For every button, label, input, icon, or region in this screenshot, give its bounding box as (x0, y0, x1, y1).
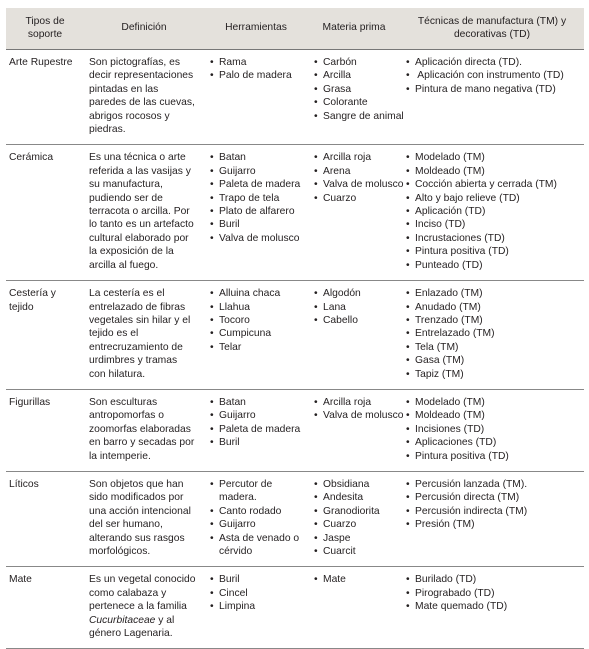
list-item: • Tapiz (TM) (405, 368, 579, 381)
list-item: • Gasa (TM) (405, 354, 579, 367)
row-materials (308, 567, 400, 649)
list-item: • Andesita (313, 491, 395, 504)
table-row (6, 471, 584, 566)
definition-text: y al género Lagenaria. (89, 614, 175, 640)
list-item: • Enlazado (TM) (405, 287, 579, 300)
list-item: • Cuarzo (313, 192, 395, 205)
list-item: • Percusión indirecta (TM) (405, 505, 579, 518)
row-definition: Son esculturas antropomorfas o zoomorfas elaboradas en barro y secadas por la intemperie. (84, 389, 204, 471)
row-materials (308, 471, 400, 566)
definition-text: Es un vegetal conocido como calabaza y pertenece a la familia (89, 574, 196, 613)
list-item: • Paleta de madera (209, 423, 303, 436)
list-item: • Cabello (313, 314, 395, 327)
list-item: • Pintura de mano negativa (TD) (405, 83, 579, 96)
list-item: • Rama (209, 56, 303, 69)
list-item: • Incisiones (TD) (405, 423, 579, 436)
list-item: • Sangre de animal (313, 110, 395, 123)
list-item: • Grasa (313, 83, 395, 96)
list-item: • Buril (209, 218, 303, 231)
row-type: Mate (6, 567, 84, 649)
list-item: • Arcilla roja (313, 151, 395, 164)
list-item: • Arena (313, 165, 395, 178)
row-techniques (400, 471, 584, 566)
list-item: • Granodiorita (313, 505, 395, 518)
table-row (6, 567, 584, 649)
list-item: • Limpina (209, 600, 303, 613)
row-materials (308, 50, 404, 145)
list-item: • Mate quemado (TD) (405, 600, 579, 613)
list-item: • Alluina chaca (209, 287, 303, 300)
row-definition: La cestería es el entrelazado de fibras vegetales sin hilar y el tejido es el entrecruzamiento de urdimbres y tramas con hilatura. (84, 281, 204, 390)
list-item: • Punteado (TD) (405, 259, 579, 272)
row-tools (204, 145, 308, 281)
list-item: • Aplicación directa (TD). (405, 56, 579, 69)
list-item: • Aplicaciones (TD) (405, 436, 579, 449)
list-item: • Cuarcit (313, 545, 395, 558)
row-definition: Son pictografías, es decir representaciones pintadas en las paredes de las cuevas, abrigos rocosos y piedras. (84, 50, 204, 145)
list-item: • Cuarzo (313, 518, 395, 531)
list-item: • Inciso (TD) (405, 218, 579, 231)
list-item: • Cincel (209, 587, 303, 600)
list-item: • Anudado (TM) (405, 301, 579, 314)
list-item: • Entrelazado (TM) (405, 327, 579, 340)
list-item: • Palo de madera (209, 69, 303, 82)
header-herramientas: Herramientas (204, 8, 308, 50)
list-item: • Llahua (209, 301, 303, 314)
row-type: Figurillas (6, 389, 84, 471)
header-row (6, 8, 584, 50)
list-item: • Valva de molusco (313, 409, 395, 422)
row-tools (204, 281, 308, 390)
list-item: • Paleta de madera (209, 178, 303, 191)
row-definition: Son objetos que han sido modificados por una acción intencional del ser humano, alterando sus rasgos morfológicos. (84, 471, 204, 566)
list-item: • Tela (TM) (405, 341, 579, 354)
row-type: Líticos (6, 471, 84, 566)
row-techniques (400, 145, 584, 281)
list-item: • Aplicación (TD) (405, 205, 579, 218)
list-item: • Jaspe (313, 532, 395, 545)
header-materia: Materia prima (308, 8, 400, 50)
list-item: • Alto y bajo relieve (TD) (405, 192, 579, 205)
list-item: • Presión (TM) (405, 518, 579, 531)
row-tools (204, 471, 308, 566)
table-row (6, 281, 584, 390)
list-item: • Moldeado (TM) (405, 165, 579, 178)
list-item: • Tocoro (209, 314, 303, 327)
header-definicion: Definición (84, 8, 204, 50)
list-item: • Percusión lanzada (TM). (405, 478, 579, 491)
list-item: • Pintura positiva (TD) (405, 245, 579, 258)
list-item: • Pintura positiva (TD) (405, 450, 579, 463)
row-techniques (400, 567, 584, 649)
list-item: • Valva de molusco (313, 178, 395, 191)
table-row (6, 145, 584, 281)
table-row (6, 389, 584, 471)
row-tools (204, 389, 308, 471)
table-row (6, 50, 584, 145)
row-type: Arte Rupestre (6, 50, 84, 145)
row-materials (308, 145, 404, 281)
row-techniques (400, 281, 584, 390)
list-item: • Cocción abierta y cerrada (TM) (405, 178, 579, 191)
row-techniques (400, 389, 584, 471)
list-item: • Trapo de tela (209, 192, 303, 205)
list-item: • Canto rodado (209, 505, 303, 518)
row-materials (308, 281, 400, 390)
list-item: • Valva de molusco (209, 232, 303, 245)
list-item: • Batan (209, 151, 303, 164)
list-item: • Modelado (TM) (405, 396, 579, 409)
list-item: • Percutor de madera. (209, 478, 303, 505)
row-materials (308, 389, 404, 471)
header-tipo: Tipos de soporte (6, 8, 84, 50)
row-definition (84, 567, 204, 649)
list-item: • Guijarro (209, 165, 303, 178)
list-item: • Incrustaciones (TD) (405, 232, 579, 245)
row-definition: Es una técnica o arte referida a las vasijas y su manufactura, pudiendo ser de terracota o arcilla. Por lo tanto es un artefacto cultural elaborado por la exposición de la arcilla al fuego. (84, 145, 204, 281)
list-item: • Aplicación con instrumento (TD) (405, 69, 579, 82)
list-item: • Modelado (TM) (405, 151, 579, 164)
row-type: Cestería y tejido (6, 281, 84, 390)
definition-italic-text: Cucurbitaceae (89, 614, 156, 626)
list-item: • Plato de alfarero (209, 205, 303, 218)
row-tools (204, 567, 308, 649)
list-item: • Moldeado (TM) (405, 409, 579, 422)
list-item: • Colorante (313, 96, 395, 109)
list-item: • Guijarro (209, 518, 303, 531)
list-item: • Arcilla roja (313, 396, 395, 409)
list-item: • Mate (313, 573, 395, 586)
list-item: • Lana (313, 301, 395, 314)
list-item: • Trenzado (TM) (405, 314, 579, 327)
list-item: • Cumpicuna (209, 327, 303, 340)
list-item: • Buril (209, 436, 303, 449)
row-type: Cerámica (6, 145, 84, 281)
list-item: • Carbón (313, 56, 395, 69)
list-item: • Buril (209, 573, 303, 586)
list-item: • Obsidiana (313, 478, 395, 491)
list-item: • Arcilla (313, 69, 395, 82)
list-item: • Batan (209, 396, 303, 409)
list-item: • Pirograbado (TD) (405, 587, 579, 600)
list-item: • Burilado (TD) (405, 573, 579, 586)
list-item: • Percusión directa (TM) (405, 491, 579, 504)
row-tools (204, 50, 308, 145)
row-techniques (400, 50, 584, 145)
list-item: • Guijarro (209, 409, 303, 422)
list-item: • Algodón (313, 287, 395, 300)
techniques-table (6, 8, 584, 649)
list-item: • Asta de venado o cérvido (209, 532, 303, 559)
header-tecnicas: Técnicas de manufactura (TM) y decorativas (TD) (400, 8, 584, 50)
list-item: • Telar (209, 341, 303, 354)
